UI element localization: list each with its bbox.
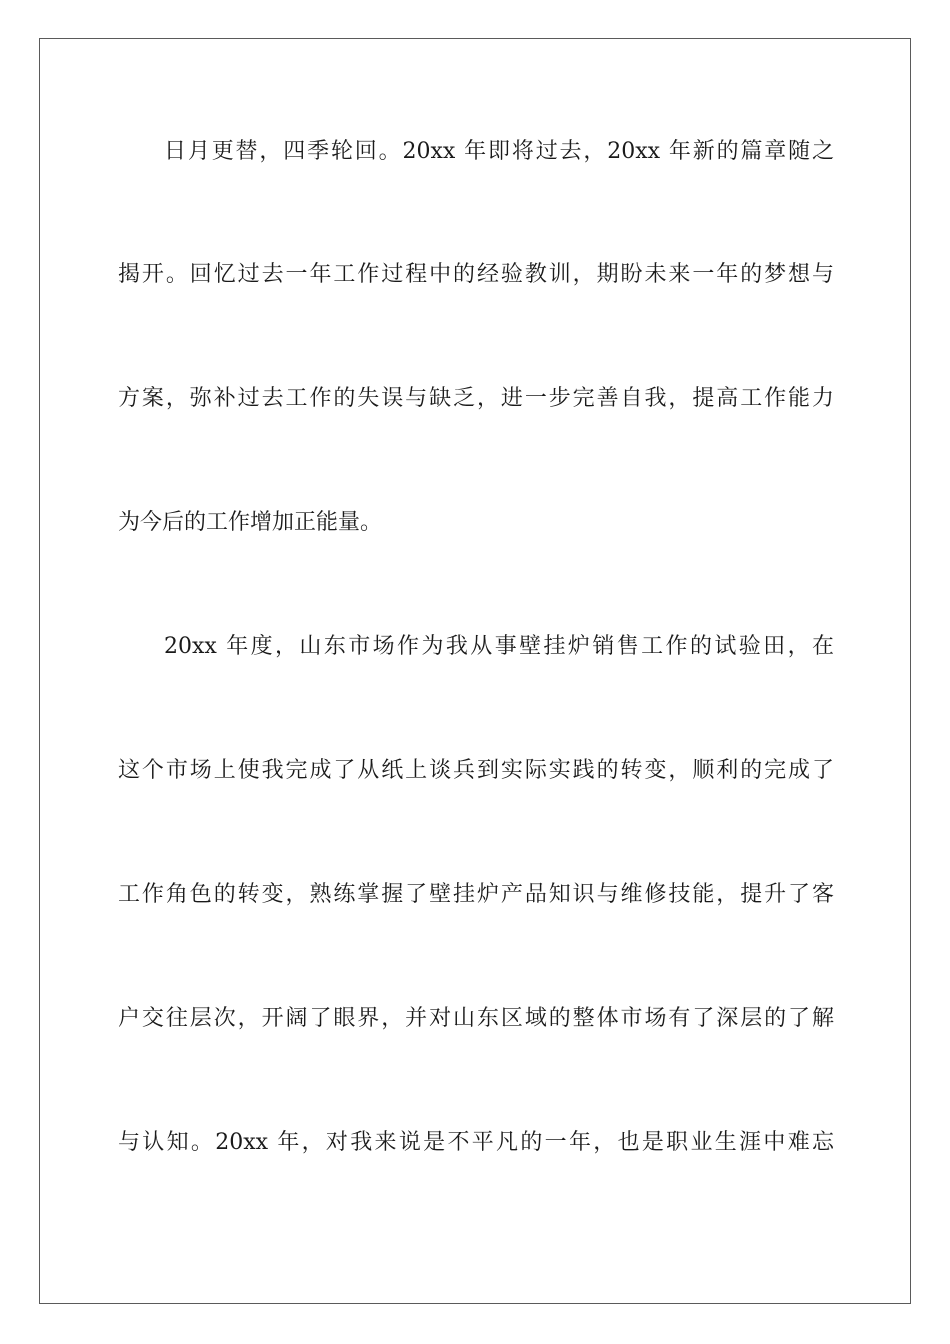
paragraph-2-line-5: 与认知。20xx 年，对我来说是不平凡的一年，也是职业生涯中难忘 [118, 1130, 834, 1155]
paragraph-2-line-1: 20xx 年度，山东市场作为我从事壁挂炉销售工作的试验田，在 [164, 634, 834, 659]
page-border [39, 38, 911, 1304]
paragraph-1-line-4: 为今后的工作增加正能量。 [118, 510, 383, 535]
paragraph-2-line-3: 工作角色的转变，熟练掌握了壁挂炉产品知识与维修技能，提升了客 [118, 882, 834, 907]
paragraph-2-line-2: 这个市场上使我完成了从纸上谈兵到实际实践的转变，顺利的完成了 [118, 758, 834, 783]
paragraph-1-line-1: 日月更替，四季轮回。20xx 年即将过去，20xx 年新的篇章随之 [164, 139, 834, 164]
paragraph-1-line-3: 方案，弥补过去工作的失误与缺乏，进一步完善自我，提高工作能力 [118, 386, 834, 411]
paragraph-1-line-2: 揭开。回忆过去一年工作过程中的经验教训，期盼未来一年的梦想与 [118, 262, 834, 287]
paragraph-2-line-4: 户交往层次，开阔了眼界，并对山东区域的整体市场有了深层的了解 [118, 1006, 834, 1031]
